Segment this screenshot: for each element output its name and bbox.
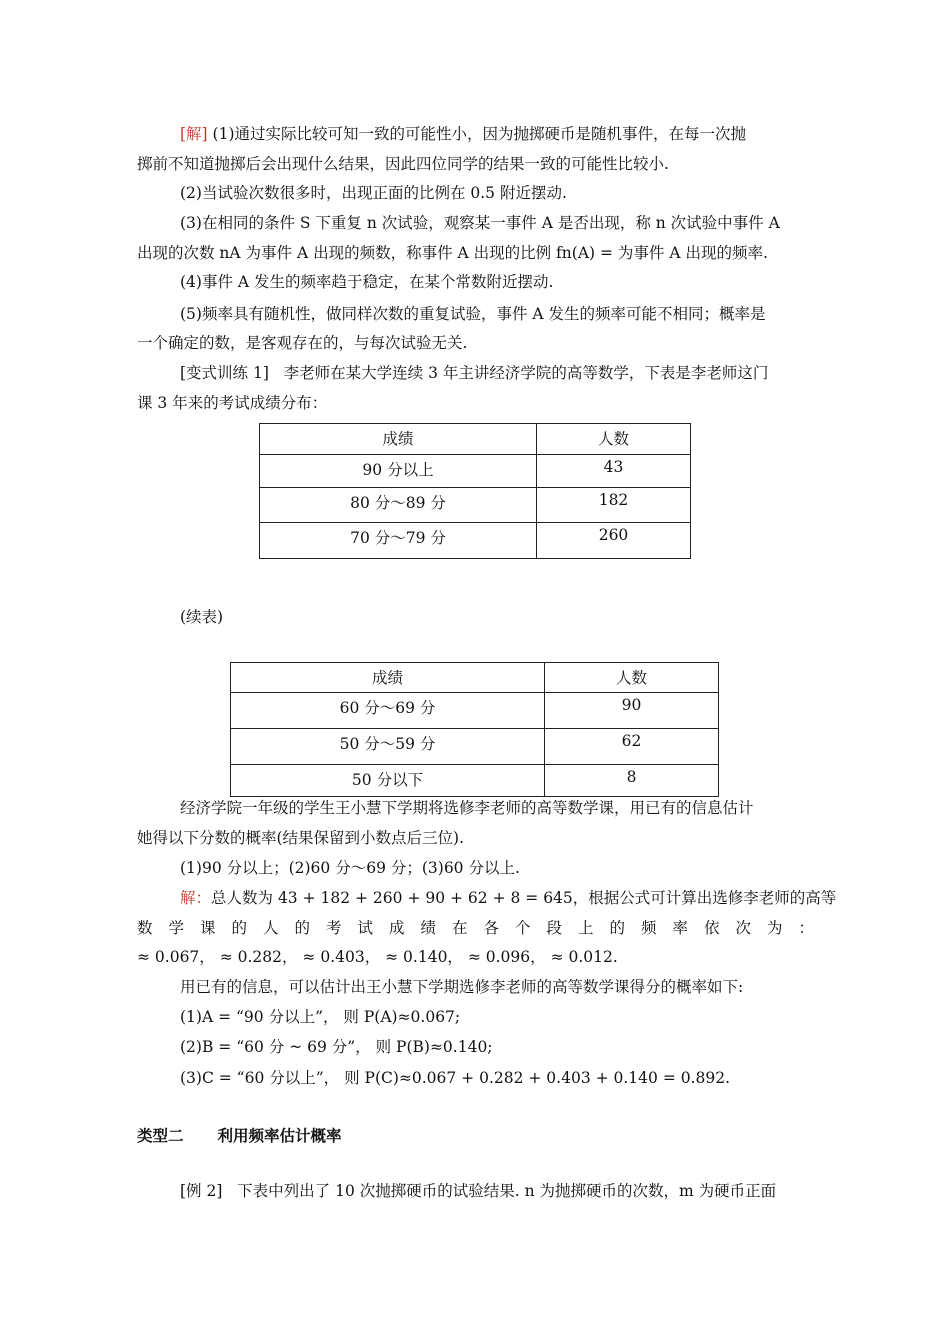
table-row xyxy=(260,455,691,488)
example-line xyxy=(180,1180,814,1202)
table-cell-count: 90 xyxy=(545,693,719,729)
table-row xyxy=(231,693,719,729)
answer-line-6: (2)B = “60 分 ~ 69 分”， 则 P(B)≈0.140; xyxy=(180,1038,493,1056)
solution-point-4: (4)事件 A 发生的频率趋于稳定，在某个常数附近摆动. xyxy=(180,273,554,291)
solution-point-3b: 出现的次数 nA 为事件 A 出现的频数，称事件 A 出现的比例 fn(A) = 为事件 A 出现的频率. xyxy=(137,244,768,262)
score-table-1 xyxy=(259,423,691,559)
section-title: 利用频率估计概率 xyxy=(217,1127,342,1145)
table-cell-score: 70 分～79 分 xyxy=(260,523,537,559)
exercise-intro-line-1 xyxy=(180,362,814,384)
section-label: 类型二 xyxy=(137,1127,184,1145)
table-header-score: 成绩 xyxy=(260,424,537,455)
example-text: 下表中列出了 10 次抛掷硬币的试验结果. n 为抛掷硬币的次数，m 为硬币正面 xyxy=(237,1182,777,1200)
question-line-3: (1)90 分以上；(2)60 分～69 分；(3)60 分以上. xyxy=(180,859,520,877)
answer-line-7: (3)C = “60 分以上”， 则 P(C)≈0.067 + 0.282 + 0.403 + 0.140 = 0.892. xyxy=(180,1069,731,1087)
table-cell-score: 60 分～69 分 xyxy=(231,693,545,729)
answer-line-3: ≈ 0.067， ≈ 0.282， ≈ 0.403， ≈ 0.140， ≈ 0.096， ≈ 0.012. xyxy=(137,948,618,966)
solution-point-2: (2)当试验次数很多时，出现正面的比例在 0.5 附近摆动. xyxy=(180,184,567,202)
solution-line-1 xyxy=(180,123,814,145)
table-header-count: 人数 xyxy=(537,424,691,455)
question-line-1: 经济学院一年级的学生王小慧下学期将选修李老师的高等数学课，用已有的信息估计 xyxy=(180,799,754,817)
exercise-intro-line-2: 课 3 年来的考试成绩分布： xyxy=(137,394,328,412)
solution-tag: [解] xyxy=(180,125,208,143)
solution-point-5b: 一个确定的数，是客观存在的，与每次试验无关. xyxy=(137,334,468,352)
table-header-row xyxy=(231,663,719,693)
table-header-row xyxy=(260,424,691,455)
exercise-tag: [变式训练 1] xyxy=(180,364,269,382)
section-heading xyxy=(137,1125,814,1147)
table-row xyxy=(260,488,691,523)
table-cell-count: 43 xyxy=(537,455,691,488)
solution-point-3a: (3)在相同的条件 S 下重复 n 次试验，观察某一事件 A 是否出现，称 n 次试验中事件 A xyxy=(180,214,780,232)
table-cell-count: 182 xyxy=(537,488,691,523)
example-tag: [例 2] xyxy=(180,1182,223,1200)
solution-text: (1)通过实际比较可知一致的可能性小，因为抛掷硬币是随机事件，在每一次抛 xyxy=(212,125,747,143)
table-header-count: 人数 xyxy=(545,663,719,693)
answer-line-2: 数 学 课 的 人 的 考 试 成 绩 在 各 个 段 上 的 频 率 依 次 为 ： xyxy=(137,919,815,937)
table-header-score: 成绩 xyxy=(231,663,545,693)
answer-line-1 xyxy=(180,887,837,909)
table-cell-score: 80 分～89 分 xyxy=(260,488,537,523)
score-table-2 xyxy=(230,662,719,797)
table-row xyxy=(231,765,719,797)
table-cell-count: 8 xyxy=(545,765,719,797)
table-row xyxy=(260,523,691,559)
exercise-intro-text: 李老师在某大学连续 3 年主讲经济学院的高等数学，下表是李老师这门 xyxy=(283,364,769,382)
table-cell-score: 50 分～59 分 xyxy=(231,729,545,765)
question-line-2: 她得以下分数的概率(结果保留到小数点后三位). xyxy=(137,829,465,847)
solution-point-5a: (5)频率具有随机性，做同样次数的重复试验，事件 A 发生的频率可能不相同；概率是 xyxy=(180,305,766,323)
table-cell-score: 50 分以下 xyxy=(231,765,545,797)
solution-line-2: 掷前不知道抛掷后会出现什么结果，因此四位同学的结果一致的可能性比较小. xyxy=(137,155,669,173)
continued-table-label: (续表) xyxy=(180,608,224,626)
table-cell-score: 90 分以上 xyxy=(260,455,537,488)
table-row xyxy=(231,729,719,765)
table-cell-count: 260 xyxy=(537,523,691,559)
table-cell-count: 62 xyxy=(545,729,719,765)
answer-text: 总人数为 43 + 182 + 260 + 90 + 62 + 8 = 645，根据公式可计算出选修李老师的高等 xyxy=(211,889,837,907)
answer-line-4: 用已有的信息，可以估计出王小慧下学期选修李老师的高等数学课得分的概率如下: xyxy=(180,978,744,996)
answer-line-5: (1)A = “90 分以上”， 则 P(A)≈0.067; xyxy=(180,1008,461,1026)
answer-tag: 解： xyxy=(180,889,212,907)
